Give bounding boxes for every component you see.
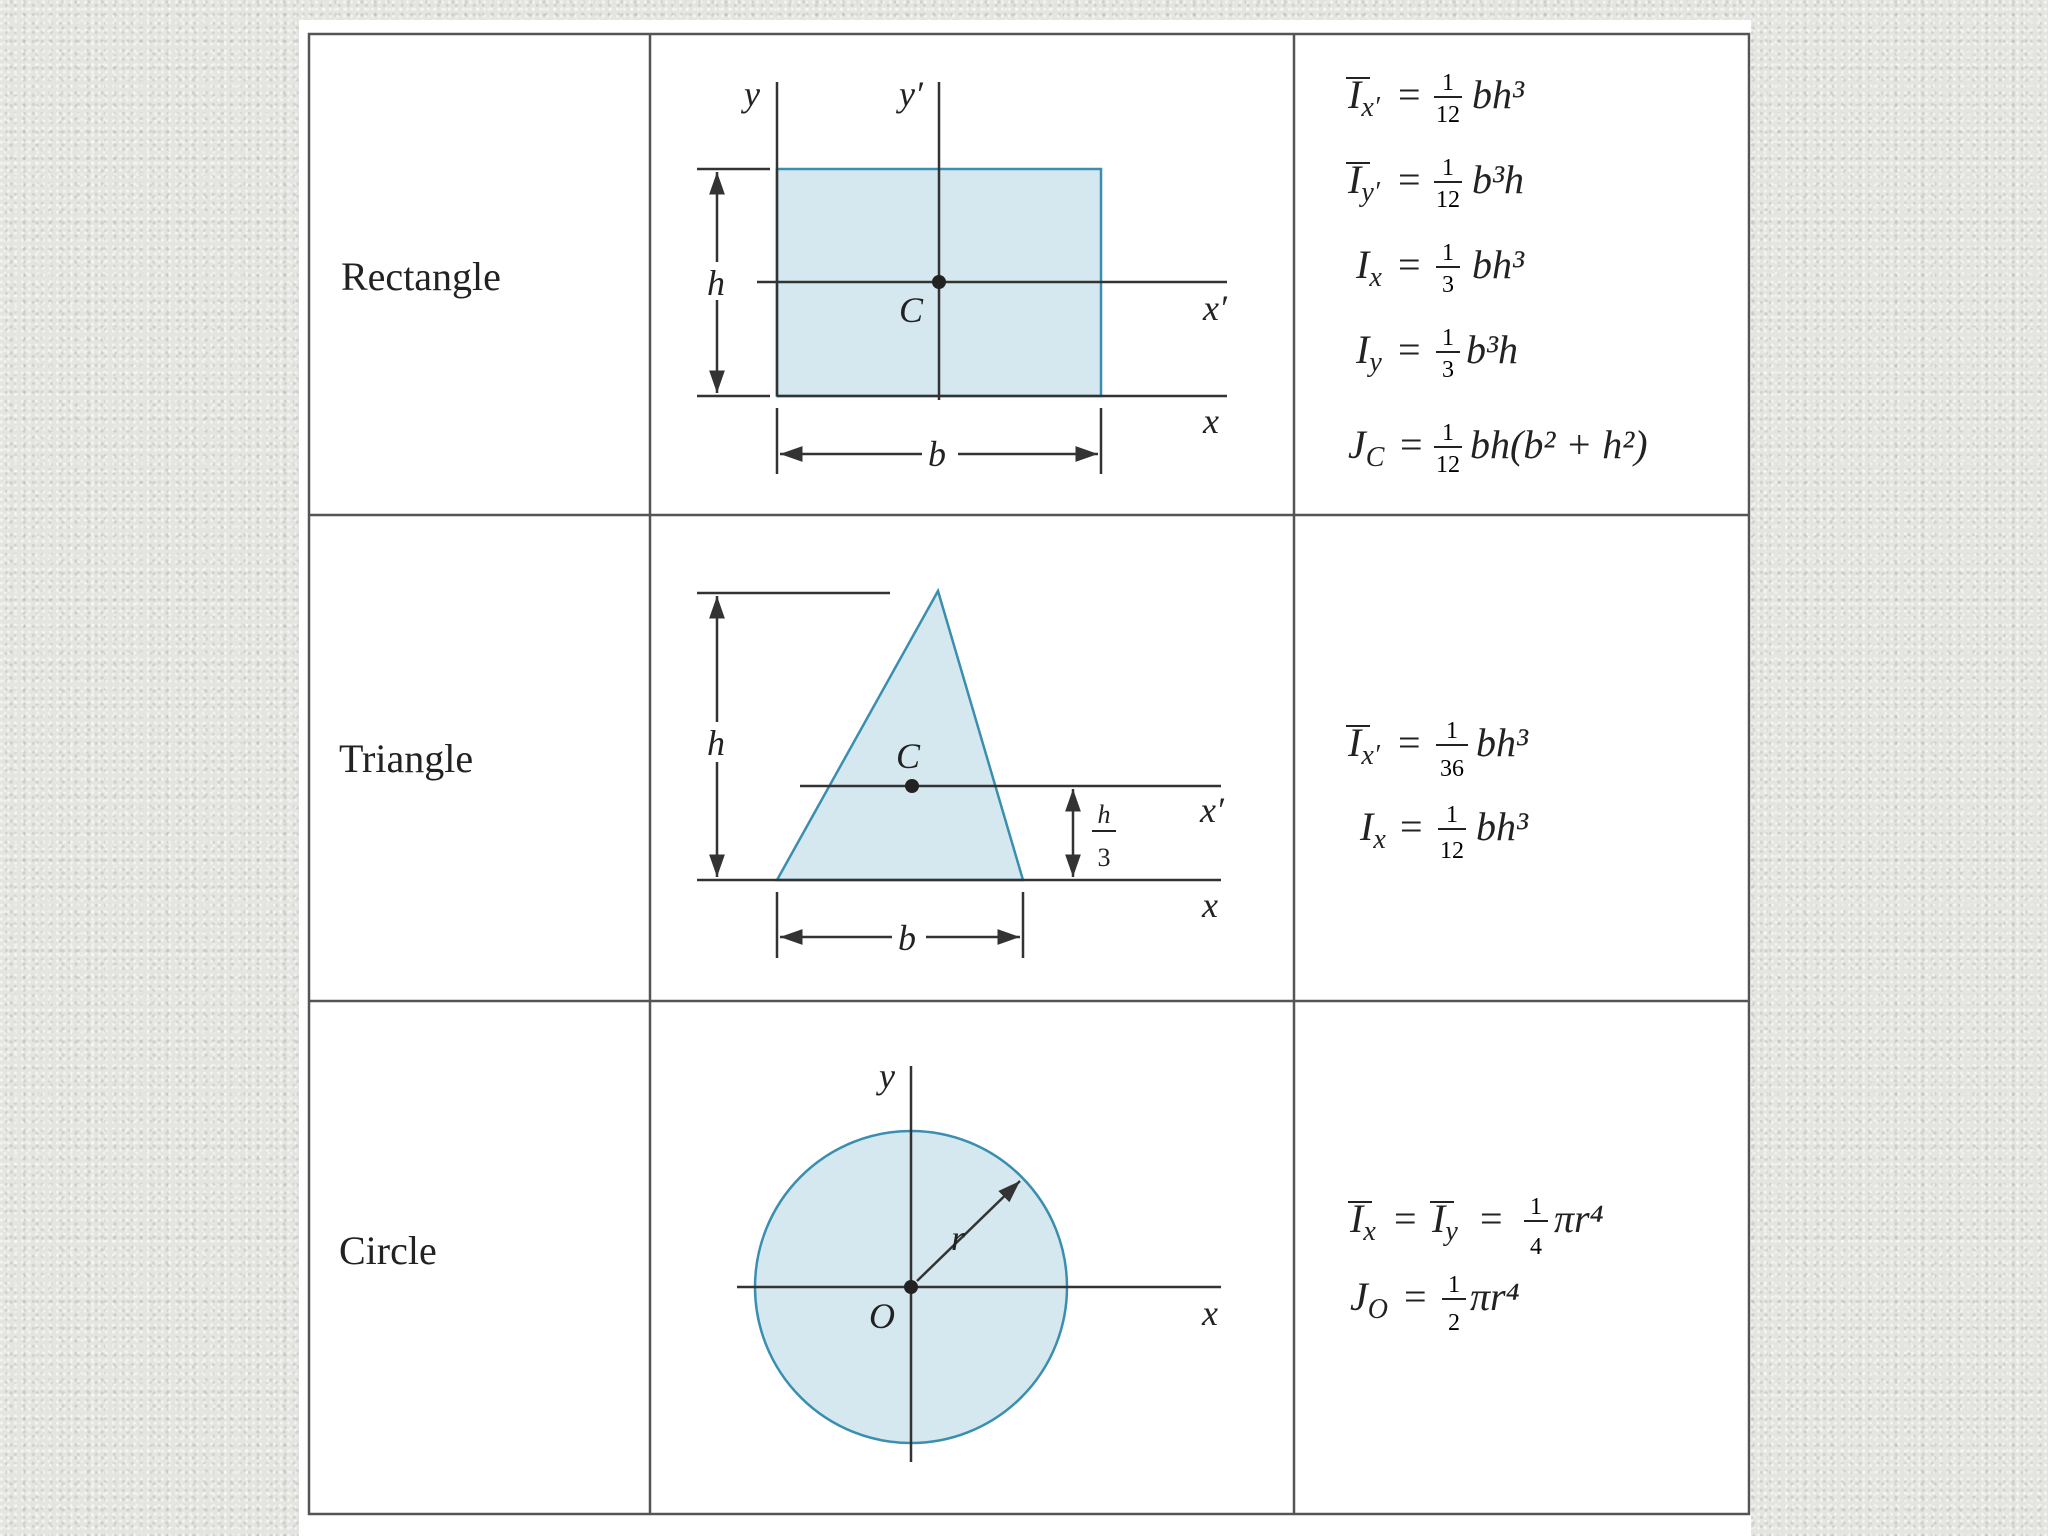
label-centroid-c: C <box>899 290 924 330</box>
svg-text:=: = <box>1394 1196 1417 1241</box>
formula-term: 12 <box>1436 187 1460 213</box>
formula-ix-rect <box>1355 240 1525 298</box>
svg-text:JC <box>1348 422 1385 473</box>
formula-term: I <box>1432 1196 1446 1241</box>
formula-term: y <box>1369 347 1382 378</box>
svg-text:=: = <box>1398 720 1421 765</box>
label-h-third-den: 3 <box>1097 843 1111 872</box>
moments-of-inertia-table <box>299 20 1751 1536</box>
formula-term: I <box>1350 1196 1364 1241</box>
formula-term: 12 <box>1440 838 1464 864</box>
formula-term: 1 <box>1448 1272 1460 1298</box>
label-h: h <box>707 723 725 763</box>
label-origin-o: O <box>869 1296 895 1336</box>
svg-text:=: = <box>1398 157 1421 202</box>
formula-term: 1 <box>1446 718 1458 744</box>
formula-list-triangle <box>1346 718 1529 864</box>
formula-term: 1 <box>1442 325 1454 351</box>
label-y: y <box>879 1056 895 1096</box>
formula-term: 1 <box>1442 420 1454 446</box>
formula-list-circle <box>1348 1194 1604 1336</box>
formula-list-rectangle <box>1346 70 1648 478</box>
label-y: y <box>744 74 760 114</box>
svg-text:Ix <box>1349 1196 1376 1247</box>
formula-term: I <box>1356 327 1370 372</box>
formula-term: x <box>1373 824 1386 855</box>
formula-ixp-tri <box>1346 718 1529 782</box>
formula-term: I <box>1348 720 1362 765</box>
formula-term: I <box>1360 804 1374 849</box>
svg-text:Ix′ <box>1347 720 1381 771</box>
formula-jc-rect <box>1348 420 1648 478</box>
formula-term: 1 <box>1442 155 1454 181</box>
label-x-prime: x′ <box>1203 288 1227 328</box>
label-b: b <box>928 434 946 474</box>
svg-text:=: = <box>1400 422 1423 467</box>
label-x-prime: x′ <box>1200 790 1224 830</box>
formula-ixp-rect <box>1346 70 1525 128</box>
formula-term: x <box>1369 262 1382 293</box>
formula-term: y <box>1445 1216 1458 1247</box>
formula-ix-tri <box>1359 802 1529 864</box>
formula-term: C <box>1365 442 1385 473</box>
row-label-triangle: Triangle <box>339 736 474 781</box>
formula-term: bh³ <box>1476 804 1528 849</box>
label-r: r <box>951 1218 966 1258</box>
formula-term: b³h <box>1472 157 1524 202</box>
label-x: x <box>1202 885 1218 925</box>
row-label-circle: Circle <box>339 1228 437 1273</box>
formula-term: 36 <box>1440 756 1464 782</box>
document-page <box>299 20 1751 1536</box>
formula-term: J <box>1350 1274 1368 1319</box>
formula-term: x <box>1363 1216 1376 1247</box>
formula-term: 3 <box>1442 272 1454 298</box>
formula-term: bh³ <box>1472 242 1524 287</box>
svg-text:Ix <box>1355 242 1382 293</box>
row-label-rectangle: Rectangle <box>341 254 501 299</box>
svg-text:Iy <box>1355 327 1382 378</box>
formula-term: 4 <box>1530 1234 1542 1260</box>
formula-term: 12 <box>1436 102 1460 128</box>
formula-term: 12 <box>1436 452 1460 478</box>
formula-term: 1 <box>1530 1194 1542 1220</box>
svg-text:Ix′ <box>1347 72 1381 123</box>
label-centroid-c: C <box>896 736 921 776</box>
label-b: b <box>898 918 916 958</box>
formula-term: πr⁴ <box>1470 1274 1520 1319</box>
svg-text:=: = <box>1398 242 1421 287</box>
formula-iy-rect <box>1355 325 1518 383</box>
formula-ix-iy-circle <box>1348 1194 1604 1260</box>
formula-term: O <box>1367 1294 1388 1325</box>
svg-text:Iy <box>1431 1196 1458 1247</box>
origin-point <box>904 1280 918 1294</box>
formula-term: 1 <box>1442 240 1454 266</box>
label-y-prime: y′ <box>899 74 923 114</box>
label-h: h <box>707 263 725 303</box>
label-x: x <box>1202 1293 1218 1333</box>
formula-term: I <box>1348 72 1362 117</box>
svg-text:JO <box>1350 1274 1388 1325</box>
formula-iyp-rect <box>1346 155 1524 213</box>
formula-term: πr⁴ <box>1554 1196 1604 1241</box>
svg-text:=: = <box>1480 1196 1503 1241</box>
formula-term: J <box>1348 422 1366 467</box>
centroid-point <box>932 275 946 289</box>
svg-text:=: = <box>1404 1274 1427 1319</box>
rectangle-diagram <box>697 74 1228 474</box>
svg-text:=: = <box>1400 804 1423 849</box>
label-x: x <box>1203 401 1219 441</box>
formula-term: y′ <box>1361 177 1380 208</box>
formula-term: x′ <box>1361 740 1380 771</box>
circle-diagram <box>737 1056 1221 1462</box>
label-h-third-num: h <box>1097 800 1111 829</box>
formula-term: 3 <box>1442 357 1454 383</box>
svg-text:Iy′ <box>1347 157 1381 208</box>
formula-term: x′ <box>1361 92 1380 123</box>
svg-text:Ix <box>1359 804 1386 855</box>
formula-term: I <box>1348 157 1362 202</box>
formula-jo-circle <box>1350 1272 1520 1336</box>
formula-term: I <box>1356 242 1370 287</box>
svg-text:=: = <box>1398 327 1421 372</box>
formula-term: 1 <box>1446 802 1458 828</box>
svg-text:=: = <box>1398 72 1421 117</box>
formula-term: bh³ <box>1476 720 1528 765</box>
formula-term: 1 <box>1442 70 1454 96</box>
formula-term: bh(b² + h²) <box>1470 422 1648 467</box>
triangle-diagram <box>697 591 1225 958</box>
formula-term: bh³ <box>1472 72 1524 117</box>
centroid-point <box>905 779 919 793</box>
formula-term: b³h <box>1466 327 1518 372</box>
formula-term: 2 <box>1448 1310 1460 1336</box>
